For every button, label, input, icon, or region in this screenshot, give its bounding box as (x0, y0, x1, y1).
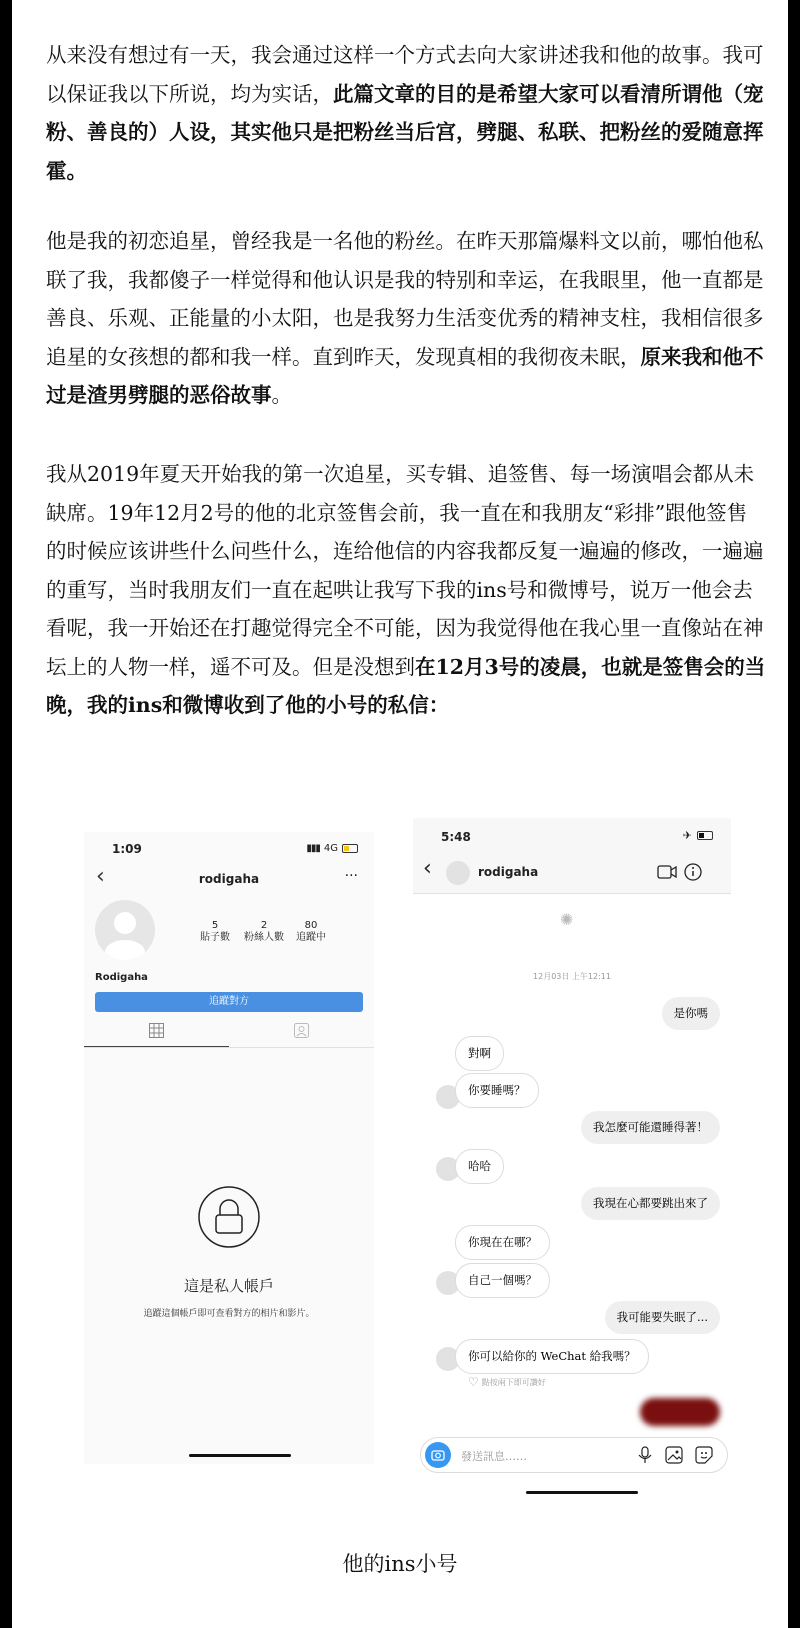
chat-timestamp: 12月03日 上午12:11 (533, 972, 611, 981)
paragraph-2-end: 。 (271, 383, 292, 407)
signal-icon: ▮▮▮ (306, 843, 320, 854)
status-time: 5:48 (441, 830, 471, 844)
message-composer (420, 1437, 728, 1473)
lock-icon (198, 1186, 260, 1248)
message-bubble-received[interactable]: 你要睡嗎？ (455, 1073, 539, 1108)
profile-tabs (84, 1015, 374, 1048)
grid-icon (149, 1023, 164, 1038)
message-bubble-received[interactable]: 你現在在哪？ (455, 1225, 550, 1260)
image-caption: 他的ins小号 (342, 1552, 458, 1576)
paragraph-3-text: 我从2019年夏天开始我的第一次追星，买专辑、追签售、每一场演唱会都从未缺席。19年12月2号的他的北京签售会前，我一直在和我朋友“彩排”跟他签售的时候应该讲些什么问些什么，连给他信的内容我都反复一遍遍的修改，一遍遍的重写，当时我朋友们一直在起哄让我写下我的ins号和微博号，说万一他会去看呢，我一开始还在打趣觉得完全不可能，因为我觉得他在我心里一直像站在神坛上的人物一样，遥不可及。但是没想到 (46, 462, 764, 679)
camera-button[interactable] (425, 1442, 451, 1468)
paragraph-3 (46, 455, 766, 725)
message-bubble-sent[interactable]: 我怎麼可能還睡得著！ (581, 1111, 720, 1144)
back-chevron-icon[interactable]: ‹ (423, 856, 432, 881)
chat-avatar[interactable] (446, 861, 470, 885)
home-indicator (189, 1454, 291, 1457)
paragraph-1 (46, 36, 766, 190)
stat-posts[interactable]: 5 貼子數 (200, 920, 230, 943)
message-bubble-received[interactable]: 自己一個嗎？ (455, 1263, 550, 1298)
follow-button[interactable]: 追蹤對方 (95, 992, 363, 1012)
camera-icon (425, 1442, 451, 1468)
network-label: 4G (323, 843, 338, 854)
back-chevron-icon[interactable]: ‹ (96, 864, 105, 889)
message-bubble-sent[interactable]: 我現在心都要跳出來了 (581, 1187, 720, 1220)
message-bubble-sent[interactable]: 是你嗎 (662, 997, 721, 1030)
stat-followers[interactable]: 2 粉絲人數 (244, 920, 284, 943)
loading-spinner-icon: ✺ (560, 910, 574, 929)
article-page (12, 0, 788, 1628)
airplane-icon: ✈ (682, 829, 692, 842)
status-icons (306, 843, 358, 854)
private-account-title: 這是私人帳戶 (183, 1277, 274, 1295)
tab-grid[interactable] (84, 1015, 229, 1047)
message-bubble-received[interactable]: 對啊 (455, 1036, 504, 1071)
display-name: Rodigaha (95, 972, 148, 983)
message-input[interactable]: 發送訊息…… (461, 1450, 527, 1463)
message-bubble-received[interactable]: 哈哈 (455, 1149, 504, 1184)
chat-username[interactable]: rodigaha (478, 865, 539, 879)
heart-icon[interactable]: ♡ (468, 1375, 479, 1389)
like-hint: ♡ 點按兩下即可讚好 (468, 1375, 546, 1389)
gallery-icon[interactable] (665, 1446, 683, 1464)
default-avatar-icon (95, 900, 155, 960)
status-icons (683, 829, 713, 842)
sticker-icon[interactable] (695, 1446, 713, 1464)
paragraph-1-text: 从来没有想过有一天，我会通过这样一个方式去向大家讲述我和他的故事。我可以保证我以下所说，均为实话， (46, 43, 764, 106)
stat-following[interactable]: 80 追蹤中 (296, 920, 326, 943)
chat-screenshot (413, 818, 731, 1484)
profile-screenshot (84, 832, 374, 1464)
paragraph-3-bold: 在12月3号的凌晨，也就是签售会的当晚，我的ins和微博收到了他的小号的私信： (46, 654, 766, 717)
more-icon[interactable]: ··· (344, 868, 358, 884)
microphone-icon[interactable] (637, 1446, 653, 1464)
paragraph-2-text: 他是我的初恋追星，曾经我是一名他的粉丝。在昨天那篇爆料文以前，哪怕他私联了我，我都傻子一样觉得和他认识是我的特别和幸运，在我眼里，他一直都是善良、乐观、正能量的小太阳，也是我努力生活变优秀的精神支柱，我相信很多追星的女孩想的都和我一样。直到昨天，发现真相的我彻夜未眠， (46, 229, 764, 369)
paragraph-1-bold: 此篇文章的目的是希望大家可以看清所谓他（宠粉、善良的）人设，其实他只是把粉丝当后宫，劈腿、私联、把粉丝的爱随意挥霍。 (46, 81, 764, 183)
private-account-desc: 追蹤這個帳戶即可查看對方的相片和影片。 (143, 1309, 315, 1319)
tab-tagged[interactable] (229, 1015, 374, 1046)
status-time: 1:09 (112, 842, 142, 856)
paragraph-2-bold: 原来我和他不过是渣男劈腿的恶俗故事 (46, 344, 764, 407)
battery-icon (342, 844, 358, 853)
redacted-message (640, 1398, 720, 1426)
battery-icon (697, 831, 713, 840)
profile-username: rodigaha (198, 872, 260, 886)
paragraph-2 (46, 222, 766, 415)
avatar (95, 900, 155, 960)
video-call-icon[interactable] (657, 865, 677, 879)
message-bubble-sent[interactable]: 我可能要失眠了... (605, 1301, 720, 1334)
tagged-person-icon (294, 1023, 309, 1038)
home-indicator (526, 1491, 638, 1494)
info-icon[interactable] (684, 863, 702, 881)
message-bubble-received[interactable]: 你可以給你的 WeChat 給我嗎？ (455, 1339, 649, 1374)
